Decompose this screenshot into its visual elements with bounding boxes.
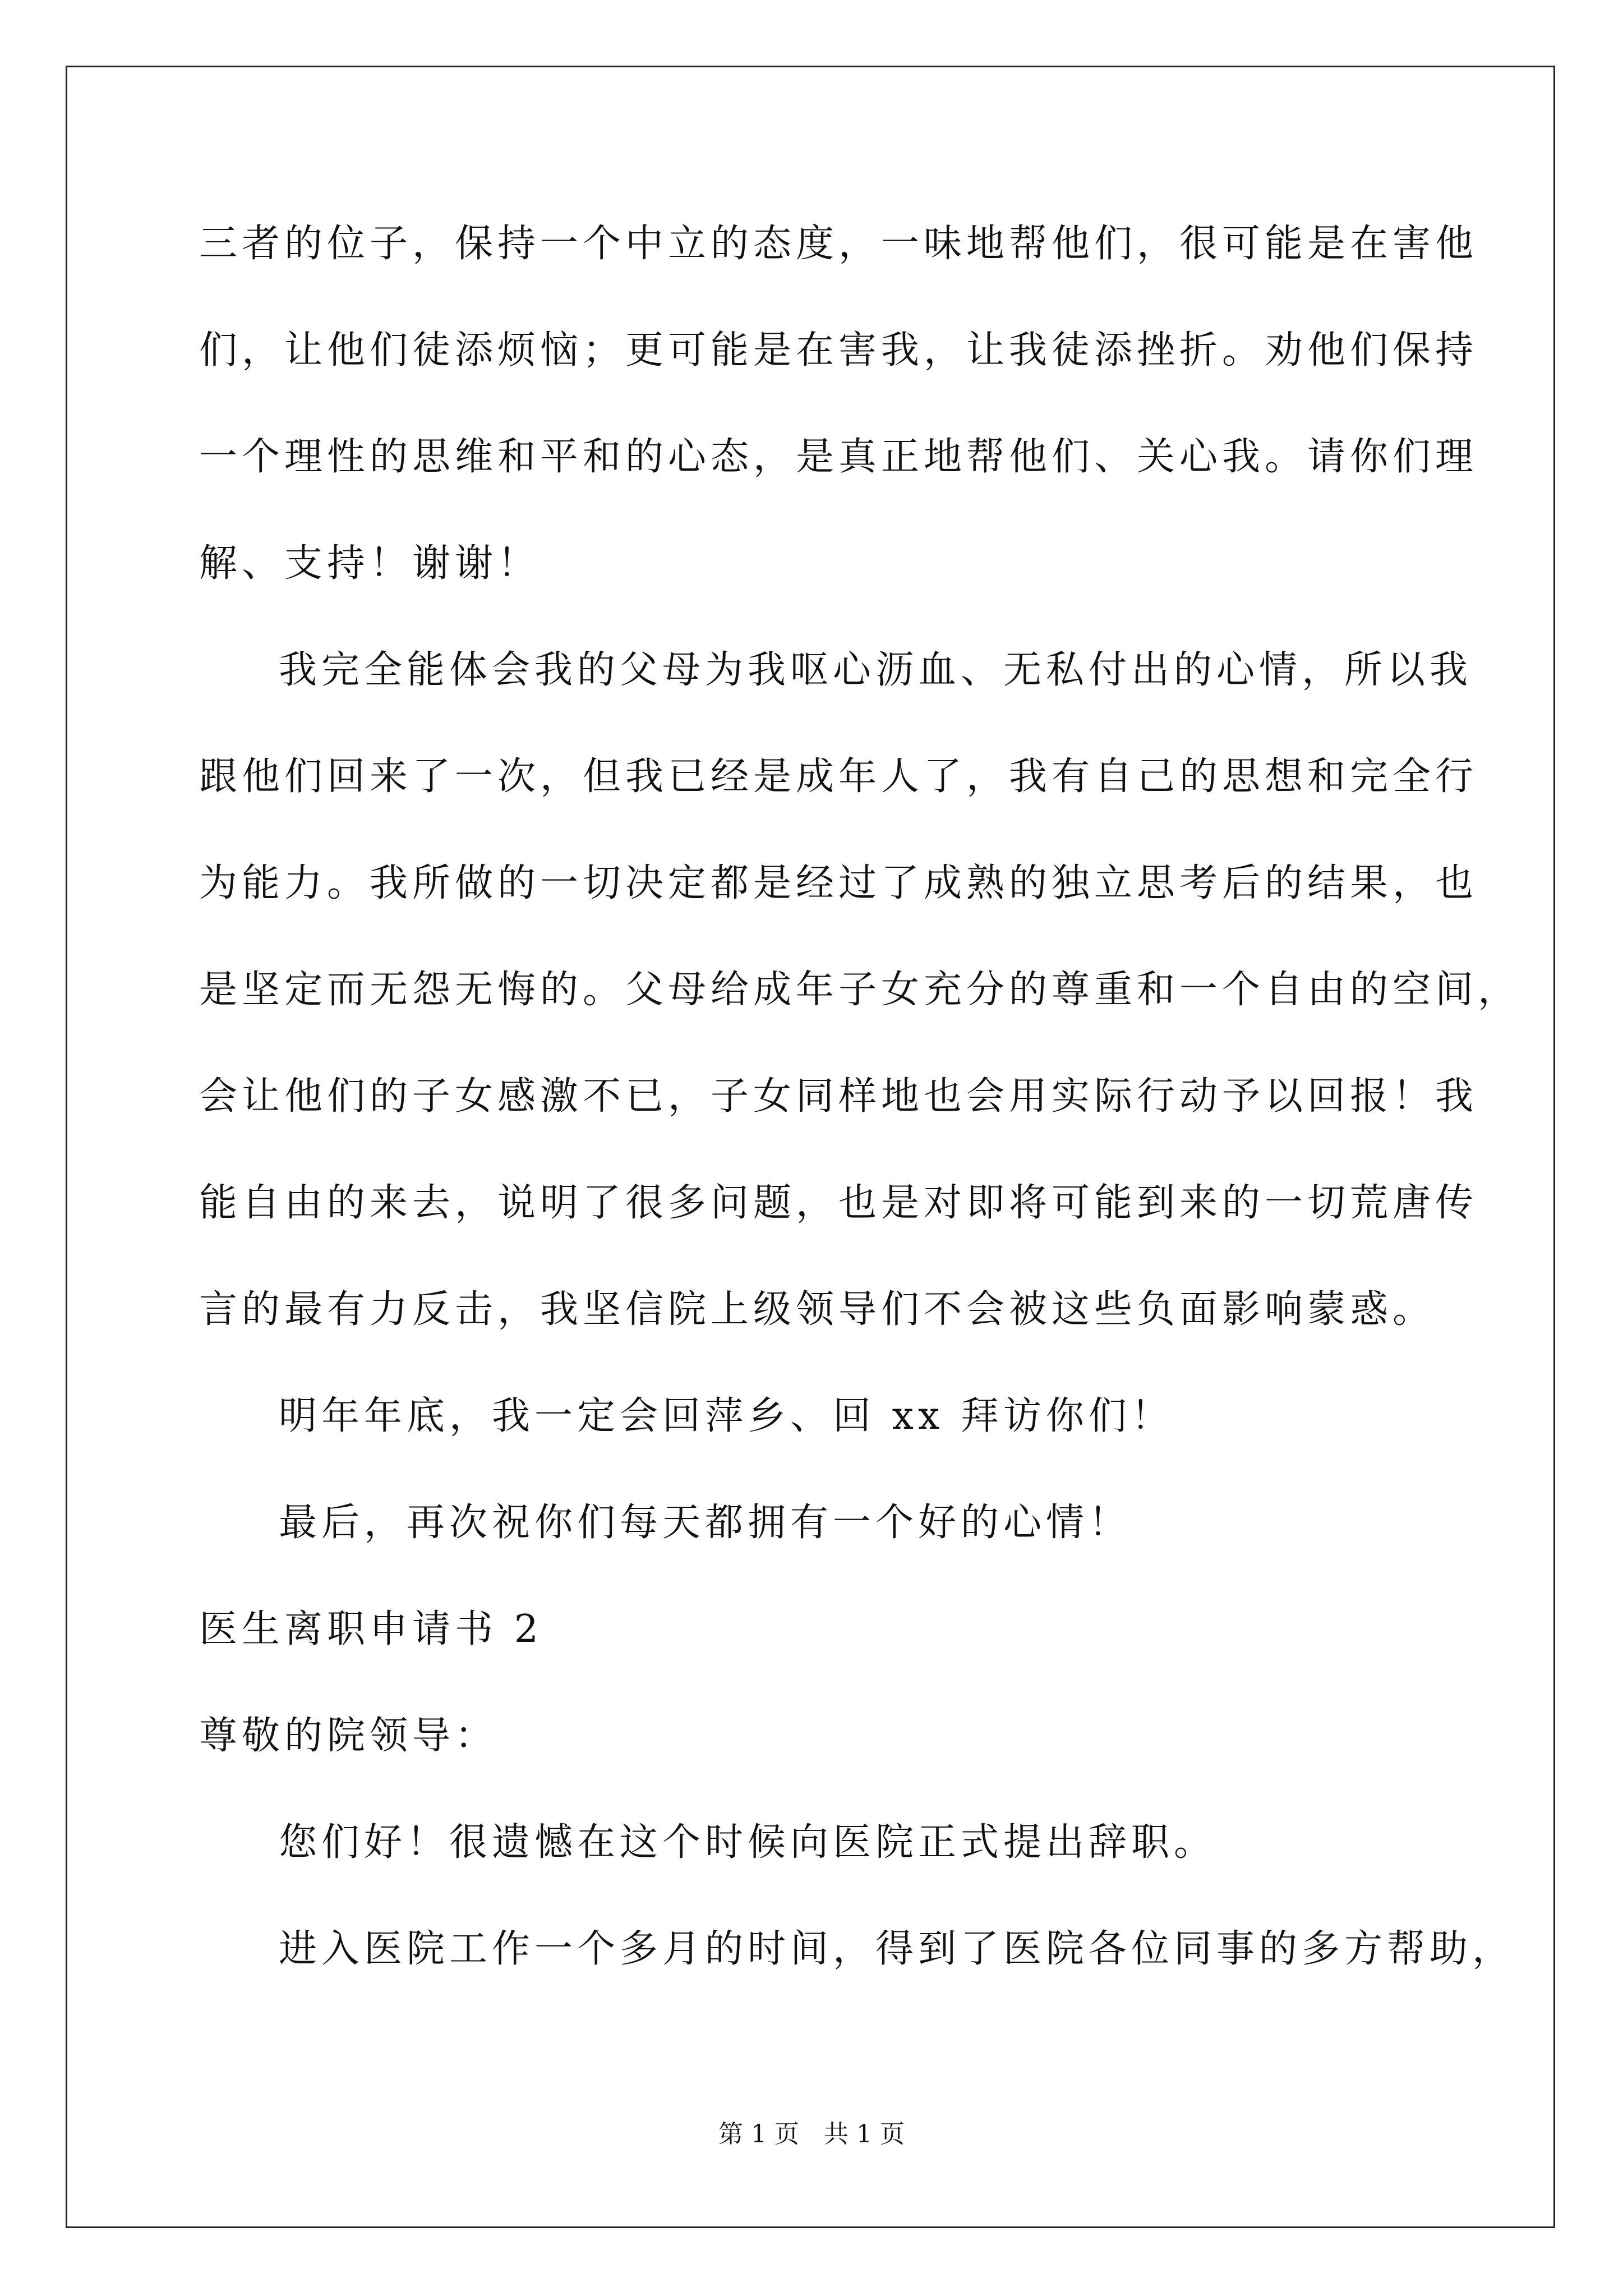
paragraph-line: 解、支持！谢谢！	[199, 541, 541, 586]
paragraph-line: 进入医院工作一个多月的时间，得到了医院各位同事的多方帮助，	[279, 1927, 1515, 1971]
salutation: 尊敬的院领导：	[199, 1714, 498, 1758]
page-number-footer: 第 1 页 共 1 页	[718, 2120, 905, 2148]
paragraph-line: 是坚定而无怨无悔的。父母给成年子女充分的尊重和一个自由的空间，	[199, 968, 1521, 1012]
paragraph-line: 明年年底，我一定会回萍乡、回 xx 拜访你们！	[279, 1394, 1174, 1438]
paragraph-line: 一个理性的思维和平和的心态，是真正地帮他们、关心我。请你们理	[199, 435, 1478, 479]
page-border	[66, 66, 1555, 2228]
paragraph-line: 们，让他们徒添烦恼；更可能是在害我，让我徒添挫折。劝他们保持	[199, 328, 1478, 372]
section-title: 医生离职申请书 2	[199, 1607, 543, 1651]
paragraph-line: 会让他们的子女感激不已，子女同样地也会用实际行动予以回报！我	[199, 1074, 1478, 1119]
paragraph-line: 跟他们回来了一次，但我已经是成年人了，我有自己的思想和完全行	[199, 754, 1478, 799]
paragraph-line: 三者的位子，保持一个中立的态度，一味地帮他们，很可能是在害他	[199, 222, 1478, 266]
paragraph-line: 为能力。我所做的一切决定都是经过了成熟的独立思考后的结果，也	[199, 861, 1478, 905]
paragraph-line: 最后，再次祝你们每天都拥有一个好的心情！	[279, 1501, 1132, 1545]
paragraph-line: 您们好！很遗憾在这个时候向医院正式提出辞职。	[279, 1820, 1217, 1865]
paragraph-line: 能自由的来去，说明了很多问题，也是对即将可能到来的一切荒唐传	[199, 1181, 1478, 1225]
paragraph-line: 我完全能体会我的父母为我呕心沥血、无私付出的心情，所以我	[279, 648, 1473, 692]
paragraph-line: 言的最有力反击，我坚信院上级领导们不会被这些负面影响蒙惑。	[199, 1287, 1436, 1332]
